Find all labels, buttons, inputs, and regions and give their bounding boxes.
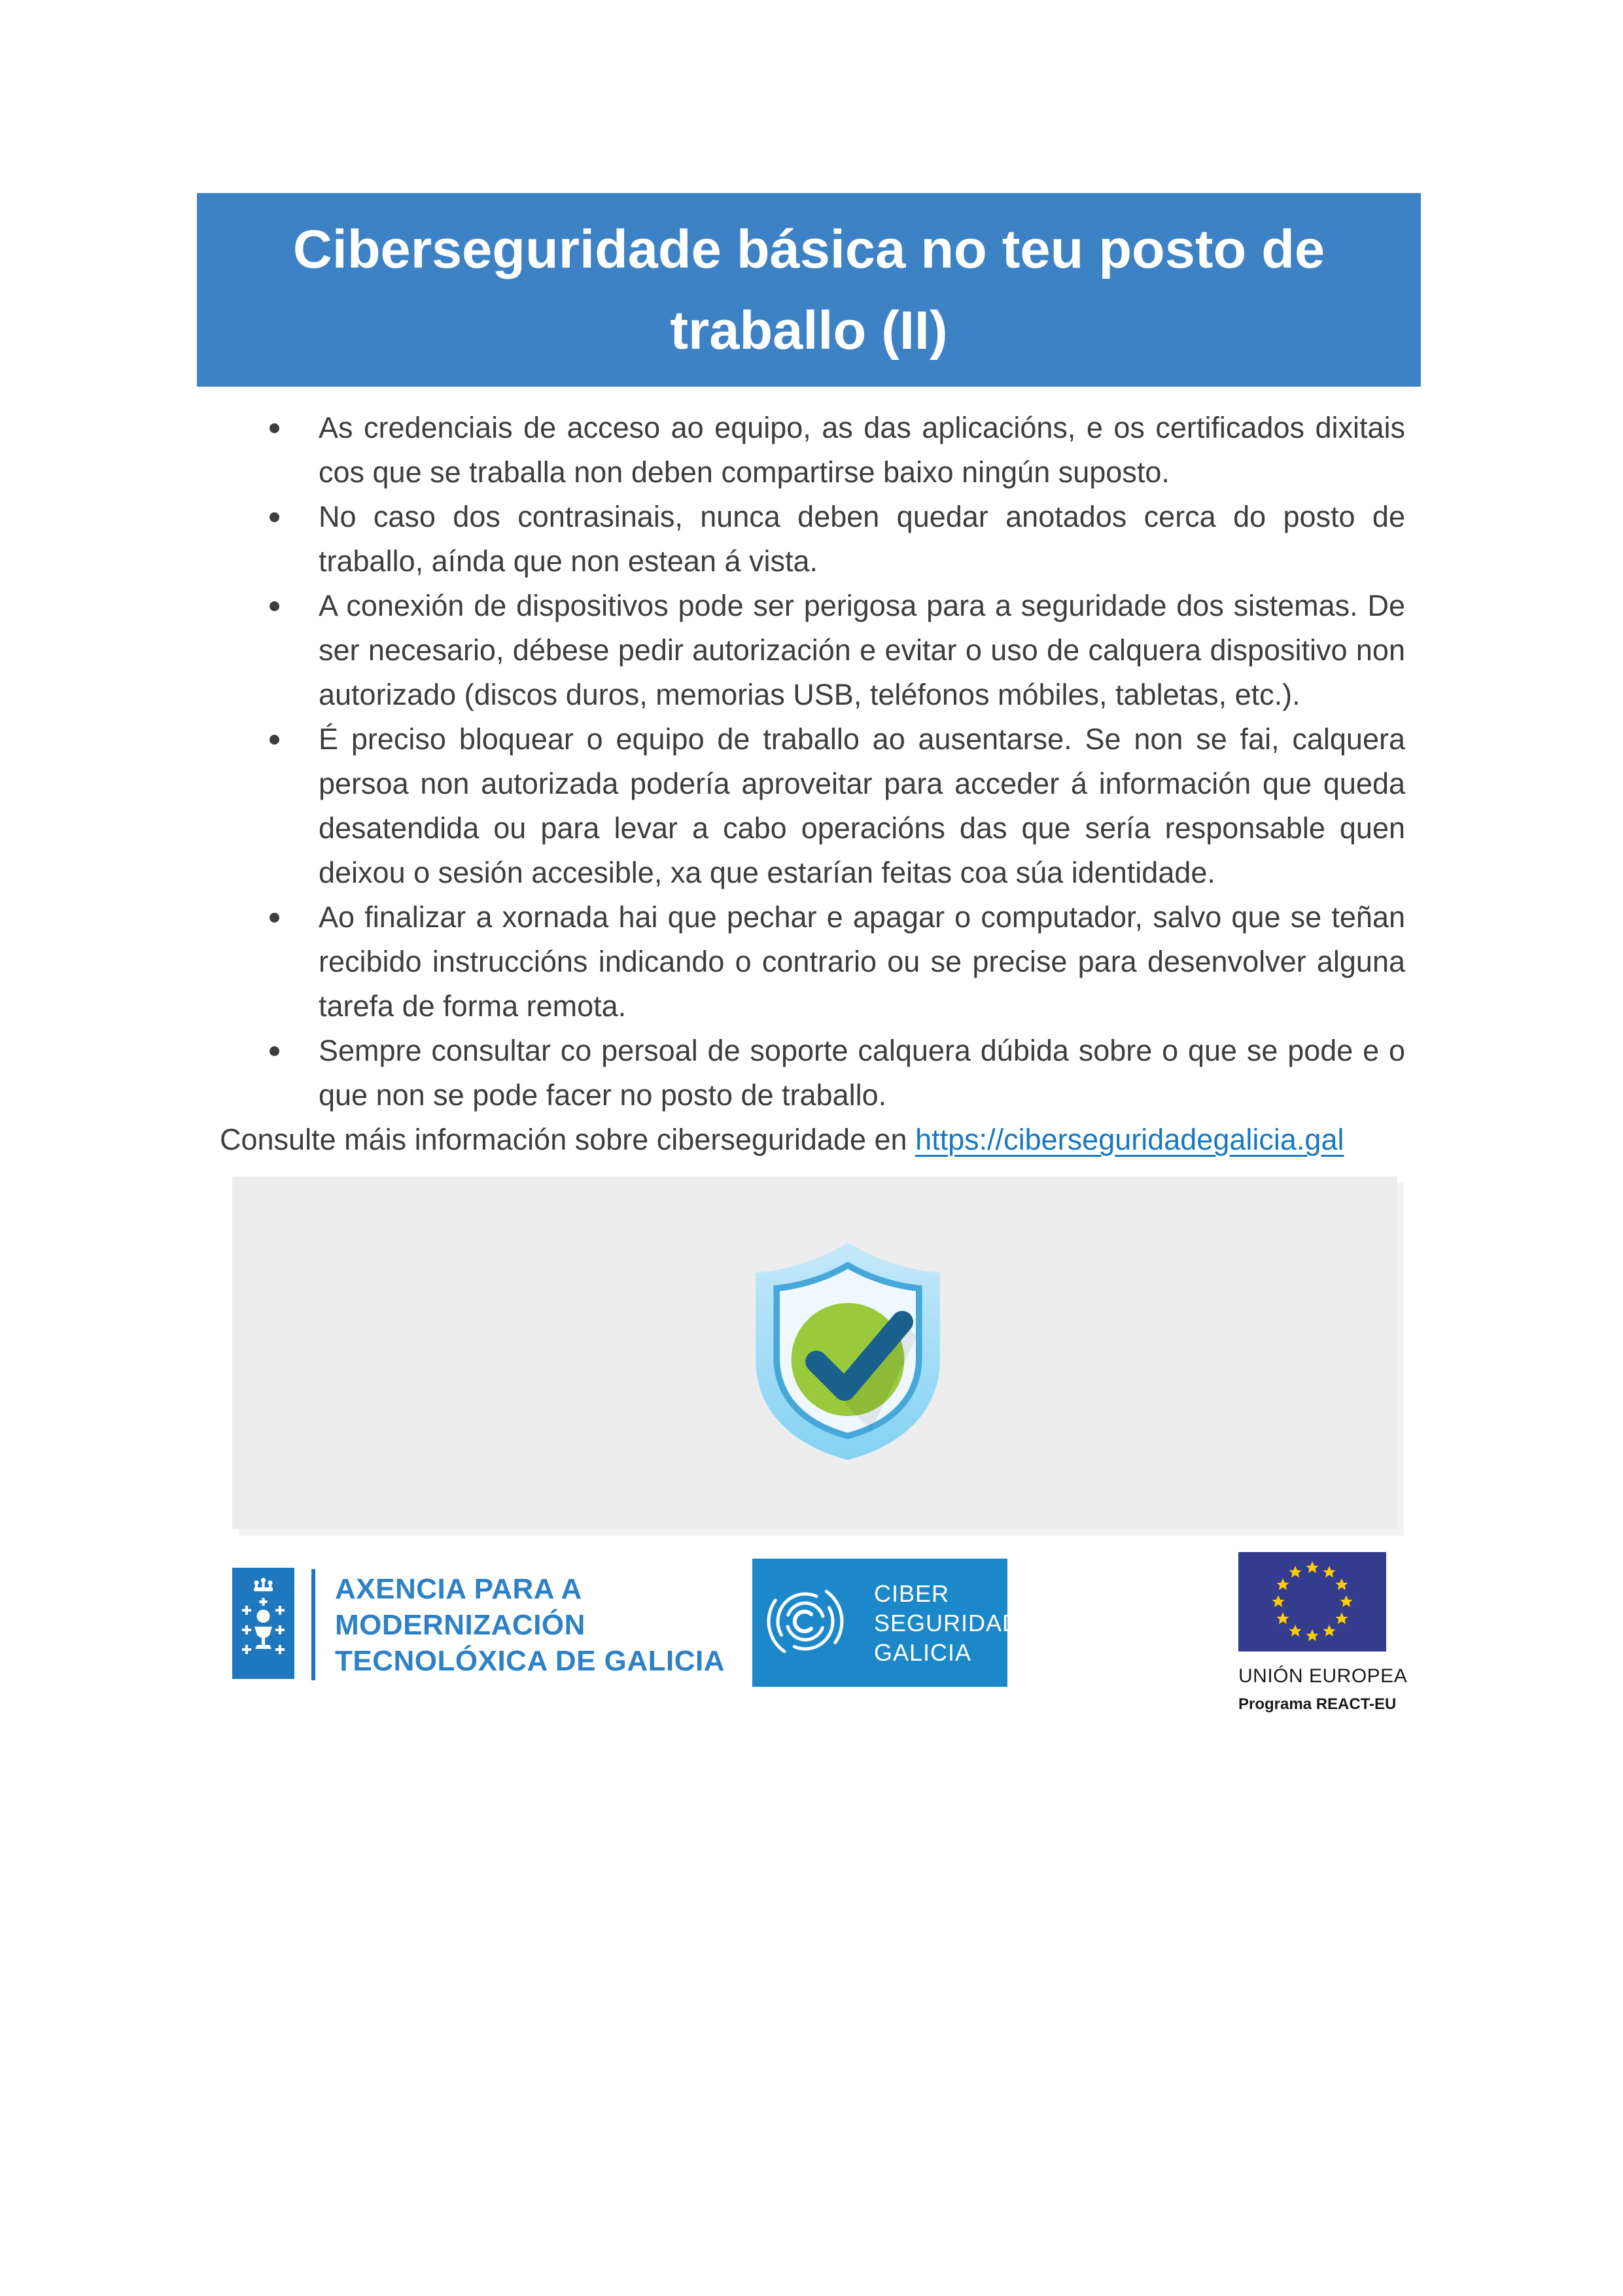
page-title-line1: Ciberseguridade básica no teu posto de [292, 219, 1325, 279]
amtega-line3: TECNOLÓXICA DE GALICIA [335, 1644, 725, 1677]
page-title-line2: traballo (II) [670, 300, 948, 361]
eu-logo [1238, 1552, 1408, 1714]
body-content [220, 406, 1405, 1162]
eu-flag-icon [1238, 1643, 1386, 1654]
bullet-item-shutdown: Ao finalizar a xornada hai que pechar e apagar o computador, salvo que se teñan recibido instruccións indicando o contrario ou se precise para desenvolver alguna tarefa de forma remota. [220, 895, 1405, 1029]
eu-title: UNIÓN EUROPEA [1238, 1665, 1408, 1687]
amtega-line2: MODERNIZACIÓN [335, 1608, 585, 1641]
more-info-note [220, 1118, 1405, 1162]
amtega-line1: AXENCIA PARA A [335, 1572, 582, 1605]
ciberseguridade-galicia-logo [752, 1559, 1037, 1687]
title-banner [197, 193, 1421, 387]
eu-subtitle: Programa REACT-EU [1238, 1695, 1397, 1713]
ciber-arcs-icon [763, 1579, 848, 1667]
ciberseguridade-link[interactable]: https://ciberseguridadegalicia.gal [915, 1123, 1344, 1156]
bullet-item-passwords: No caso dos contrasinais, nunca deben quedar anotados cerca do posto de traballo, aínda que non estean á vista. [220, 495, 1405, 584]
galicia-crest-icon [232, 1568, 294, 1682]
amtega-logo-text [335, 1571, 725, 1679]
bullet-item-credentials: As credenciais de acceso ao equipo, as das aplicacións, e os certificados dixitais cos que se traballa non deben compartirse baixo ningún suposto. [220, 406, 1405, 495]
ciber-line3: GALICIA [874, 1638, 972, 1666]
bullet-item-lock-equipment: É preciso bloquear o equipo de traballo ao ausentarse. Se non se fai, calquera persoa non autorizada podería aproveitar para acceder á información que queda desatendida ou para levar a cabo operacións das que sería responsable quen deixou o sesión accesible, xa que estarían feitas coa súa identidade. [220, 717, 1405, 895]
ciber-logo-text [874, 1579, 1036, 1667]
shield-illustration-banner [232, 1176, 1397, 1529]
amtega-divider [311, 1569, 315, 1680]
ciber-line2: SEGURIDADE [874, 1609, 1037, 1636]
bullet-item-support: Sempre consultar co persoal de soporte calquera dúbida sobre o que se pode e o que non se pode facer no posto de traballo. [220, 1029, 1405, 1118]
bullet-list [220, 406, 1405, 1118]
ciber-line1: CIBER [874, 1580, 950, 1607]
bullet-item-devices: A conexión de dispositivos pode ser perigosa para a seguridade dos sistemas. De ser necesario, débese pedir autorización e evitar o uso de calquera dispositivo non autorizado (discos duros, memorias USB, teléfonos móbiles, tabletas, etc.). [220, 584, 1405, 717]
shield-check-icon [743, 1236, 952, 1470]
page-title [293, 209, 1325, 371]
more-info-text: Consulte máis información sobre ciberseguridade en [220, 1123, 916, 1156]
amtega-logo [232, 1569, 725, 1680]
